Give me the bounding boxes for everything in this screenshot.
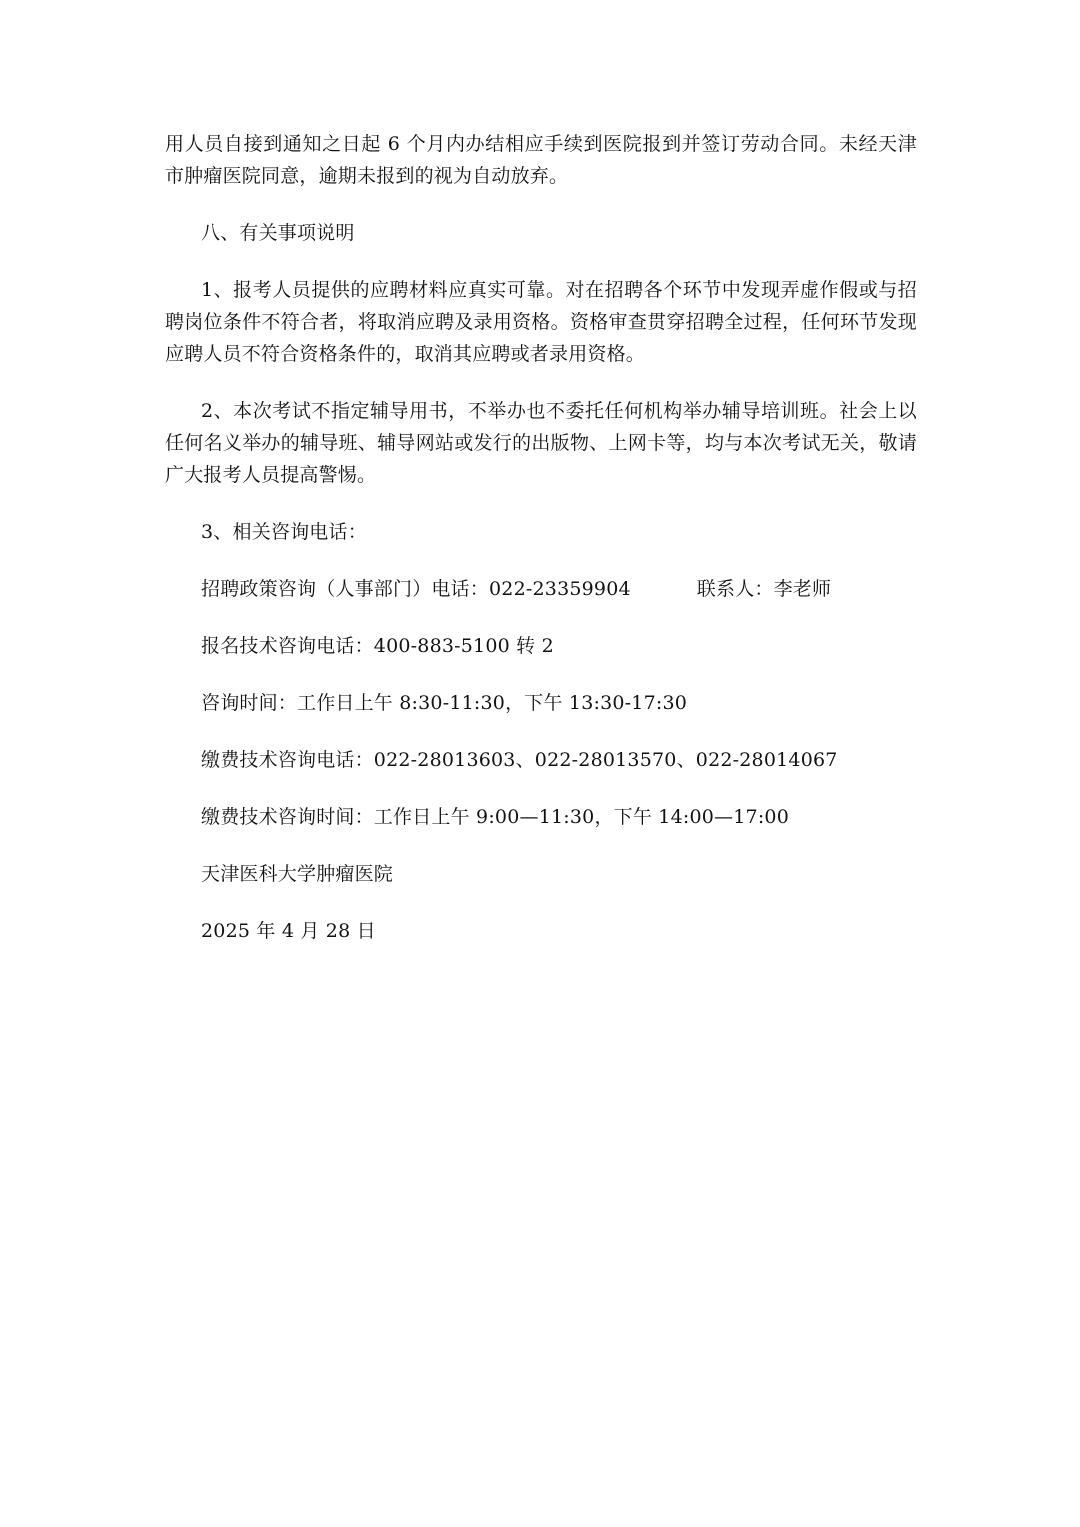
policy-contact: 联系人：李老师	[696, 578, 832, 600]
item-1: 1、报考人员提供的应聘材料应真实可靠。对在招聘各个环节中发现弄虚作假或与招聘岗位条件不符合者，将取消应聘及录用资格。资格审查贯穿招聘全过程，任何环节发现应聘人员不符合资格条件的，取消其应聘或者录用资格。	[165, 279, 917, 365]
document-body	[165, 128, 917, 947]
issuer-name: 天津医科大学肿瘤医院	[201, 863, 394, 885]
policy-phone: 招聘政策咨询（人事部门）电话：022-23359904	[201, 578, 631, 600]
policy-phone-row	[165, 573, 917, 605]
document-date: 2025 年 4 月 28 日	[201, 920, 376, 942]
paragraph-continued: 用人员自接到通知之日起 6 个月内办结相应手续到医院报到并签订劳动合同。未经天津市肿瘤医院同意，逾期未报到的视为自动放弃。	[165, 133, 917, 187]
payment-time: 缴费技术咨询时间：工作日上午 9:00—11:30，下午 14:00—17:00	[201, 806, 790, 828]
item-3: 3、相关咨询电话：	[201, 521, 367, 543]
registration-phone: 报名技术咨询电话：400-883-5100 转 2	[201, 635, 554, 657]
consult-time: 咨询时间：工作日上午 8:30-11:30，下午 13:30-17:30	[201, 692, 688, 714]
section-heading: 八、有关事项说明	[201, 222, 355, 244]
item-2: 2、本次考试不指定辅导用书，不举办也不委托任何机构举办辅导培训班。社会上以任何名义举办的辅导班、辅导网站或发行的出版物、上网卡等，均与本次考试无关，敬请广大报考人员提高警惕。	[165, 400, 917, 486]
payment-phone: 缴费技术咨询电话：022-28013603、022-28013570、022-28014067	[201, 749, 838, 771]
